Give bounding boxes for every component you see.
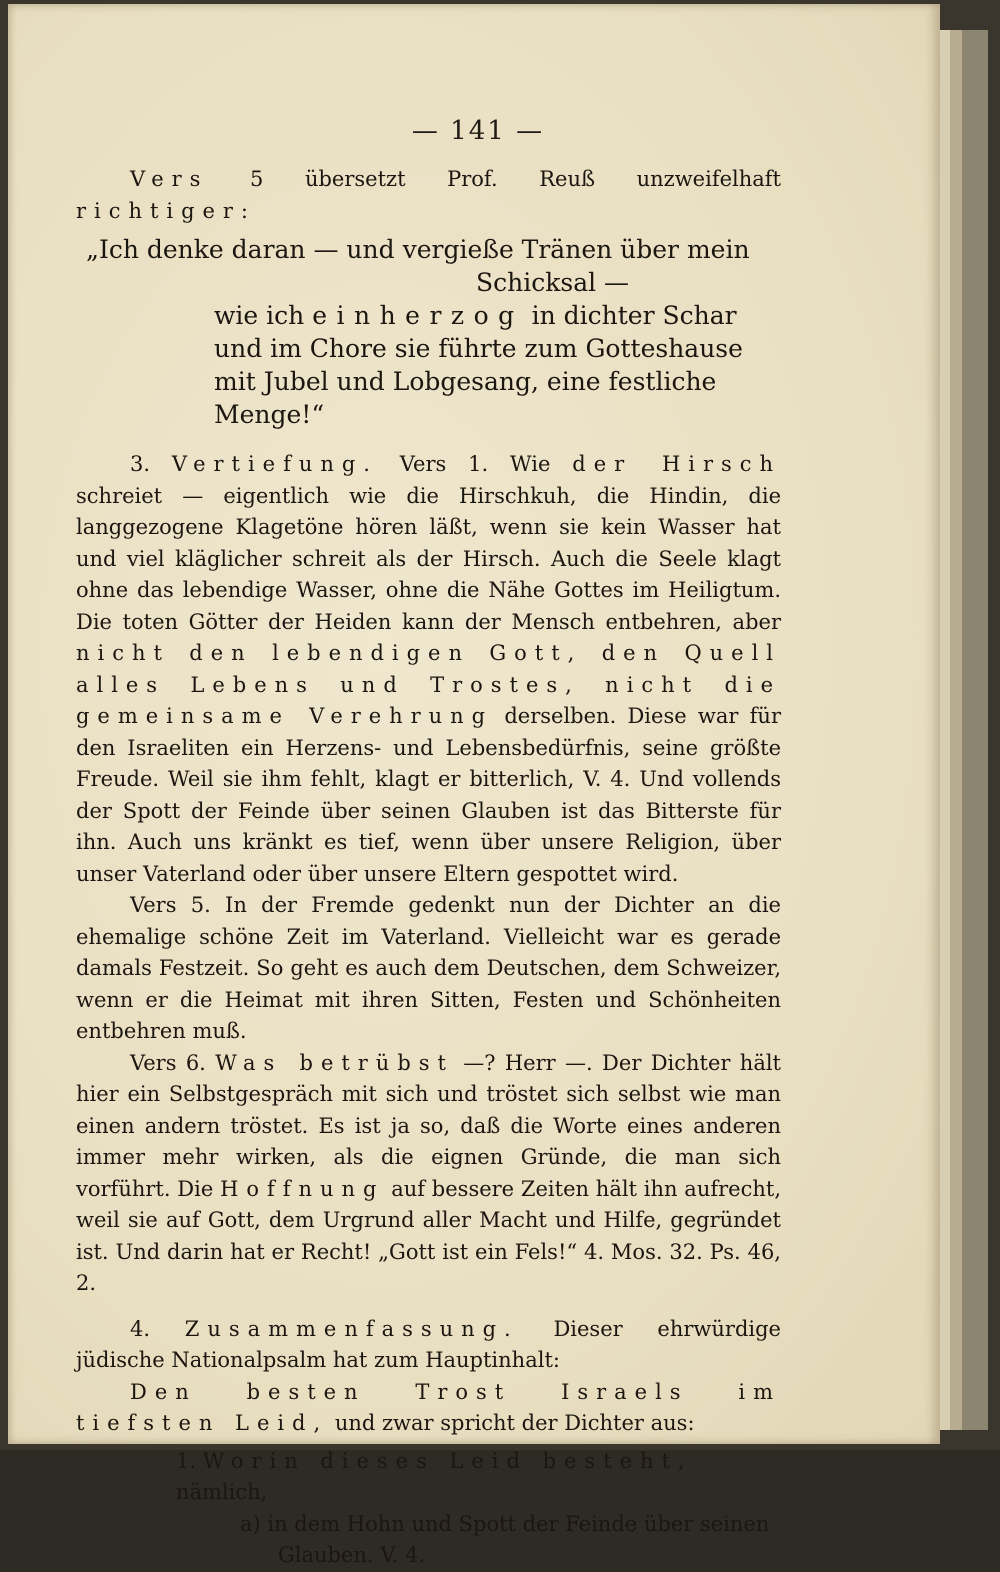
spacer <box>76 1300 781 1314</box>
quote-line: mit Jubel und Lobgesang, eine festliche Menge!“ <box>214 367 717 429</box>
page-number: — 141 — <box>411 116 545 146</box>
quote-line: und im Chore sie führte zum Gotteshause <box>214 334 743 363</box>
psalm-quote <box>76 233 781 431</box>
list-item-a: a) in dem Hohn und Spott der Feinde über seinen <box>240 1511 770 1536</box>
quote-line: „Ich denke daran — und vergieße Tränen über mein <box>86 235 750 264</box>
section-3-heading: Vertiefung. <box>171 452 378 476</box>
section-4-heading: Zusammenfassung. <box>184 1316 519 1341</box>
list-item-a-cont: Glauben. V. 4. <box>278 1543 426 1567</box>
book-page <box>8 4 940 1567</box>
list-item-1: 1. Worin dieses Leid besteht, nämlich, <box>176 1448 693 1504</box>
page-edge <box>940 30 950 1430</box>
section-3-paragraph: 3. Vertiefung. Vers 1. Wie der Hirsch schreiet — eigentlich wie die Hirschkuh, die Hindin, die langgezogene Klagetöne hören läßt, wenn sie kein Wasser hat und viel kläglicher schreit als der Hirsch. Auch die Seele klagt ohne das lebendige Wasser, ohne die Nähe Gottes im Heiligtum. Die toten Götter der Heiden kann der Mensch entbehren, aber nicht den lebendigen Gott, den Quell alles Lebens und Trostes, nicht die gemeinsame Verehrung derselben. Diese war für den Israeliten ein Herzens- und Lebensbedürfnis, seine größte Freude. Weil sie ihm fehlt, klagt er bitterlich, V. 4. Und vollends der Spott der Feinde über seinen Glauben ist das Bitterste für ihn. Auch uns kränkt es tief, wenn über unsere Religion, über unser Vaterland oder über unsere Eltern gespottet wird. <box>76 452 781 886</box>
intro-paragraph <box>76 164 781 227</box>
book-cover-edge <box>962 30 988 1430</box>
quote-line: Schicksal — <box>476 268 630 297</box>
vers-5-paragraph: Vers 5. In der Fremde gedenkt nun der Dichter an die ehemalige schöne Zeit im Vaterland. Vielleicht war es gerade damals Festzeit. So geht es auch dem Deutschen, dem Schweizer, wenn er die Heimat mit ihren Sitten, Festen und Schönheiten entbehren muß. <box>76 893 781 1043</box>
section-4-paragraph: 4. Zusammenfassung. Dieser ehrwürdige jüdische Nationalpsalm hat zum Hauptinhalt: <box>76 1316 781 1372</box>
intro-text: 5 übersetzt Prof. Reuß unzweifelhaft <box>208 167 781 191</box>
quote-line: wie ich einherzog in dichter Schar <box>214 301 737 330</box>
page-edge <box>950 30 962 1430</box>
vers-6-paragraph: Vers 6. Was betrübst —? Herr —. Der Dichter hält hier ein Selbstgespräch mit sich und tröstet sich selbst wie man einen andern tröstet. Es ist ja so, daß die Worte eines anderen immer mehr wirken, als die eignen Gründe, die man sich vorführt. Die Hoffnung auf bessere Zeiten hält ihn aufrecht, weil sie auf Gott, dem Urgrund aller Macht und Hilfe, gegründet ist. Und darin hat er Recht! „Gott ist ein Fels!“ 4. Mos. 32. Ps. 46, 2. <box>76 1050 781 1295</box>
intro-richtiger: richtiger: <box>76 198 256 223</box>
trost-paragraph: Den besten Trost Israels im tiefsten Leid, und zwar spricht der Dichter aus: <box>76 1379 781 1435</box>
intro-vers: Vers <box>130 167 209 191</box>
page-body <box>76 164 781 1572</box>
